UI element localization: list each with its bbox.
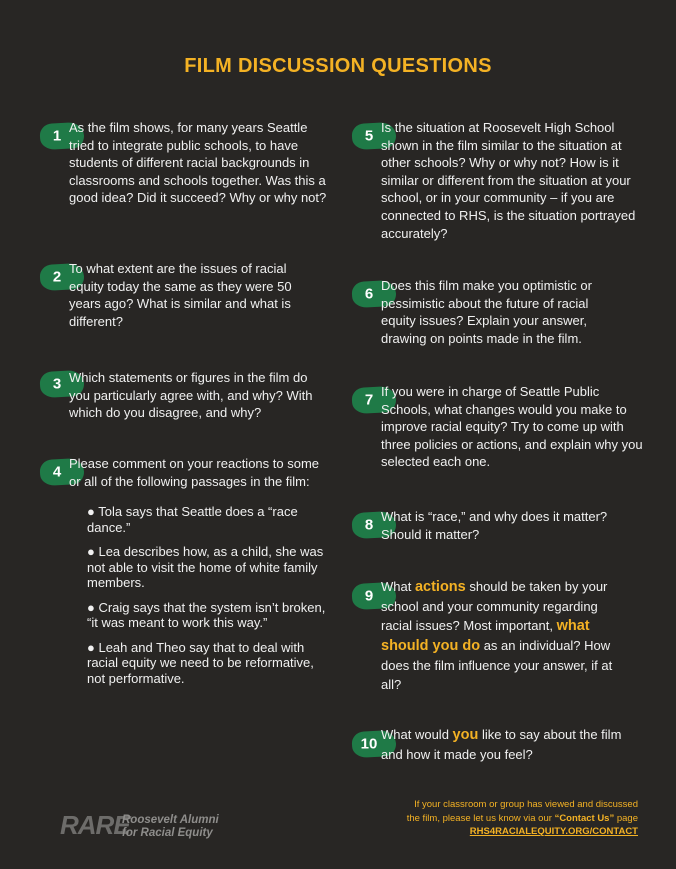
question-number-badge: 3 xyxy=(39,370,84,398)
question-number-badge: 6 xyxy=(351,280,396,308)
question-number-badge: 4 xyxy=(39,458,84,486)
question-text: If you were in charge of Seattle Public Schools, what changes would you make to improve racial equity? Try to come up with three policies or actions, and explain why you selected each one. xyxy=(381,384,643,470)
question-1 xyxy=(40,119,330,207)
list-item: ● Lea describes how, as a child, she was not able to visit the home of white family members. xyxy=(87,544,324,591)
highlight-what-should-you-do: what should you do xyxy=(381,618,590,654)
question-number-badge: 8 xyxy=(351,511,396,539)
rare-logo xyxy=(60,810,230,842)
list-item: ● Craig says that the system isn’t broken, “it was meant to work this way.” xyxy=(87,599,326,631)
question-text: Which statements or figures in the film do you particularly agree with, and why? With which do you disagree, and why? xyxy=(69,370,313,421)
question-text: Please comment on your reactions to some or all of the following passages in the film: xyxy=(69,456,320,489)
question-number-badge: 10 xyxy=(351,730,396,758)
question-text: Does this film make you optimistic or pessimistic about the future of racial equity issues? Explain your answer, drawing on points made in the film. xyxy=(381,278,592,346)
highlight-actions: actions xyxy=(414,579,466,595)
question-text: What actions should be taken by your school and your community regarding racial issues? Most important, what should you do as an individual? How does the film influence your answer, if at all? xyxy=(381,579,613,692)
question-10 xyxy=(352,725,642,764)
question-number-badge: 5 xyxy=(351,122,396,150)
question-5 xyxy=(352,119,642,242)
logo-text: Roosevelt Alumni for Racial Equity xyxy=(122,814,219,839)
question-number-badge: 7 xyxy=(351,386,396,414)
question-number-badge: 2 xyxy=(39,263,84,291)
logo-mark: RARE xyxy=(60,810,130,840)
question-9 xyxy=(352,577,642,694)
question-number-badge: 9 xyxy=(351,582,396,610)
question-text: What is “race,” and why does it matter? Should it matter? xyxy=(381,509,608,542)
page-title: FILM DISCUSSION QUESTIONS xyxy=(184,55,492,77)
question-number-badge: 1 xyxy=(39,122,84,150)
list-item: ● Tola says that Seattle does a “race dance.” xyxy=(87,504,298,535)
contact-us-label: “Contact Us” xyxy=(554,812,615,824)
question-text: To what extent are the issues of racial equity today the same as they were 50 years ago? What is similar and what is different? xyxy=(69,261,292,329)
highlight-you: you xyxy=(452,727,479,743)
question-8 xyxy=(352,508,642,543)
contact-note: If your classroom or group has viewed and discussed the film, please let us know via our “Contact Us” page RHS4RACIALEQUITY.ORG/CONTACT xyxy=(338,798,638,839)
question-text: What would you like to say about the film and how it made you feel? xyxy=(381,727,622,762)
question-text: As the film shows, for many years Seattle tried to integrate public schools, to have students of different racial backgrounds in classrooms and schools together. Was this a good idea? Did it succeed? Why or why not? xyxy=(69,120,327,206)
question-2 xyxy=(40,260,330,330)
question-7 xyxy=(352,383,652,471)
list-item: ● Leah and Theo say that to deal with racial equity we need to be reformative, not performative. xyxy=(87,639,314,686)
question-text: Is the situation at Roosevelt High School shown in the film similar to the situation at other schools? Why or why not? How is it similar or different from the situation at your school, or in your community – if you are connected to RHS, is the situation portrayed accurately? xyxy=(381,120,636,241)
contact-link[interactable]: RHS4RACIALEQUITY.ORG/CONTACT xyxy=(469,826,638,837)
question-4 xyxy=(40,455,340,695)
passage-list xyxy=(87,504,327,686)
question-6 xyxy=(352,277,642,347)
question-3 xyxy=(40,369,330,422)
